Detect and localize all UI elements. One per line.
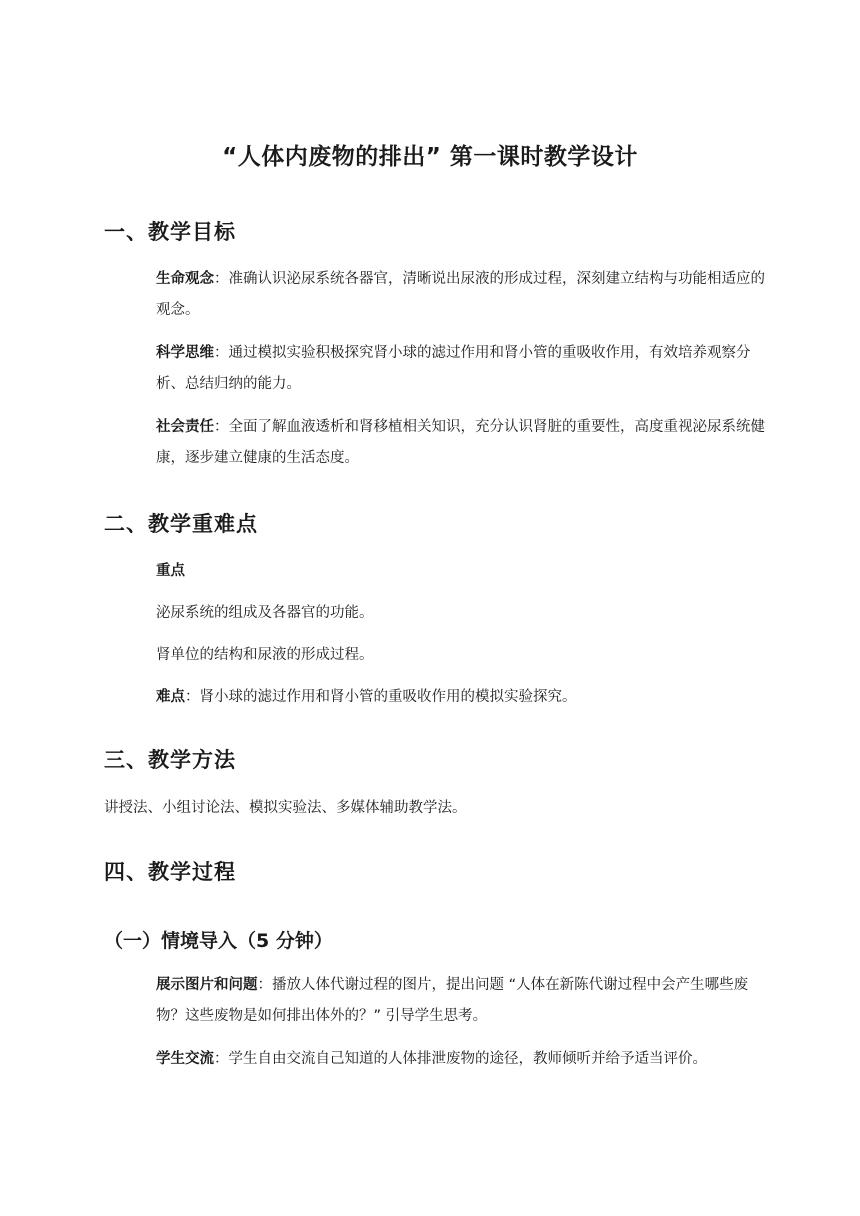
objective-item xyxy=(156,412,766,474)
item-label: 难点 xyxy=(156,689,185,705)
objective-item xyxy=(156,264,766,326)
item-separator: ： xyxy=(214,419,229,435)
key-point-item: 肾单位的结构和尿液的形成过程。 xyxy=(156,647,374,663)
item-text: 肾小球的滤过作用和肾小管的重吸收作用的模拟实验探究。 xyxy=(199,689,577,705)
item-label: 学生交流 xyxy=(156,1051,214,1067)
objective-item xyxy=(156,338,766,400)
item-label: 展示图片和问题 xyxy=(156,977,258,993)
item-separator: ： xyxy=(214,271,229,287)
section-heading-methods: 三、教学方法 xyxy=(104,748,236,772)
item-separator: ： xyxy=(257,977,272,993)
document-title: “人体内废物的排出” 第一课时教学设计 xyxy=(222,144,638,170)
item-text: 全面了解血液透析和肾移植相关知识，充分认识肾脏的重要性，高度重视泌尿系统健康，逐步建立健康的生活态度。 xyxy=(156,419,765,466)
item-text: 准确认识泌尿系统各器官，清晰说出尿液的形成过程，深刻建立结构与功能相适应的观念。 xyxy=(156,271,765,318)
process-item xyxy=(156,970,766,1032)
subsection-heading-intro: （一）情境导入（5 分钟） xyxy=(104,930,333,952)
key-points-label: 重点 xyxy=(156,563,185,579)
item-label: 科学思维 xyxy=(156,345,214,361)
key-point-item: 泌尿系统的组成及各器官的功能。 xyxy=(156,605,374,621)
item-text: 通过模拟实验积极探究肾小球的滤过作用和肾小管的重吸收作用，有效培养观察分析、总结归纳的能力。 xyxy=(156,345,751,392)
section-heading-objectives: 一、教学目标 xyxy=(104,220,236,244)
item-separator: ： xyxy=(214,345,229,361)
difficulty-item xyxy=(156,682,766,713)
section-heading-process: 四、教学过程 xyxy=(104,860,236,884)
item-label: 生命观念 xyxy=(156,271,214,287)
item-text: 播放人体代谢过程的图片，提出问题 “人体在新陈代谢过程中会产生哪些废物？这些废物是如何排出体外的？” 引导学生思考。 xyxy=(156,977,749,1024)
methods-text: 讲授法、小组讨论法、模拟实验法、多媒体辅助教学法。 xyxy=(104,800,467,816)
item-separator: ： xyxy=(214,1051,229,1067)
item-separator: ： xyxy=(185,689,200,705)
item-label: 社会责任 xyxy=(156,419,214,435)
process-item xyxy=(156,1044,776,1075)
item-text: 学生自由交流自己知道的人体排泄废物的途径，教师倾听并给予适当评价。 xyxy=(228,1051,707,1067)
section-heading-key-points: 二、教学重难点 xyxy=(104,512,258,536)
